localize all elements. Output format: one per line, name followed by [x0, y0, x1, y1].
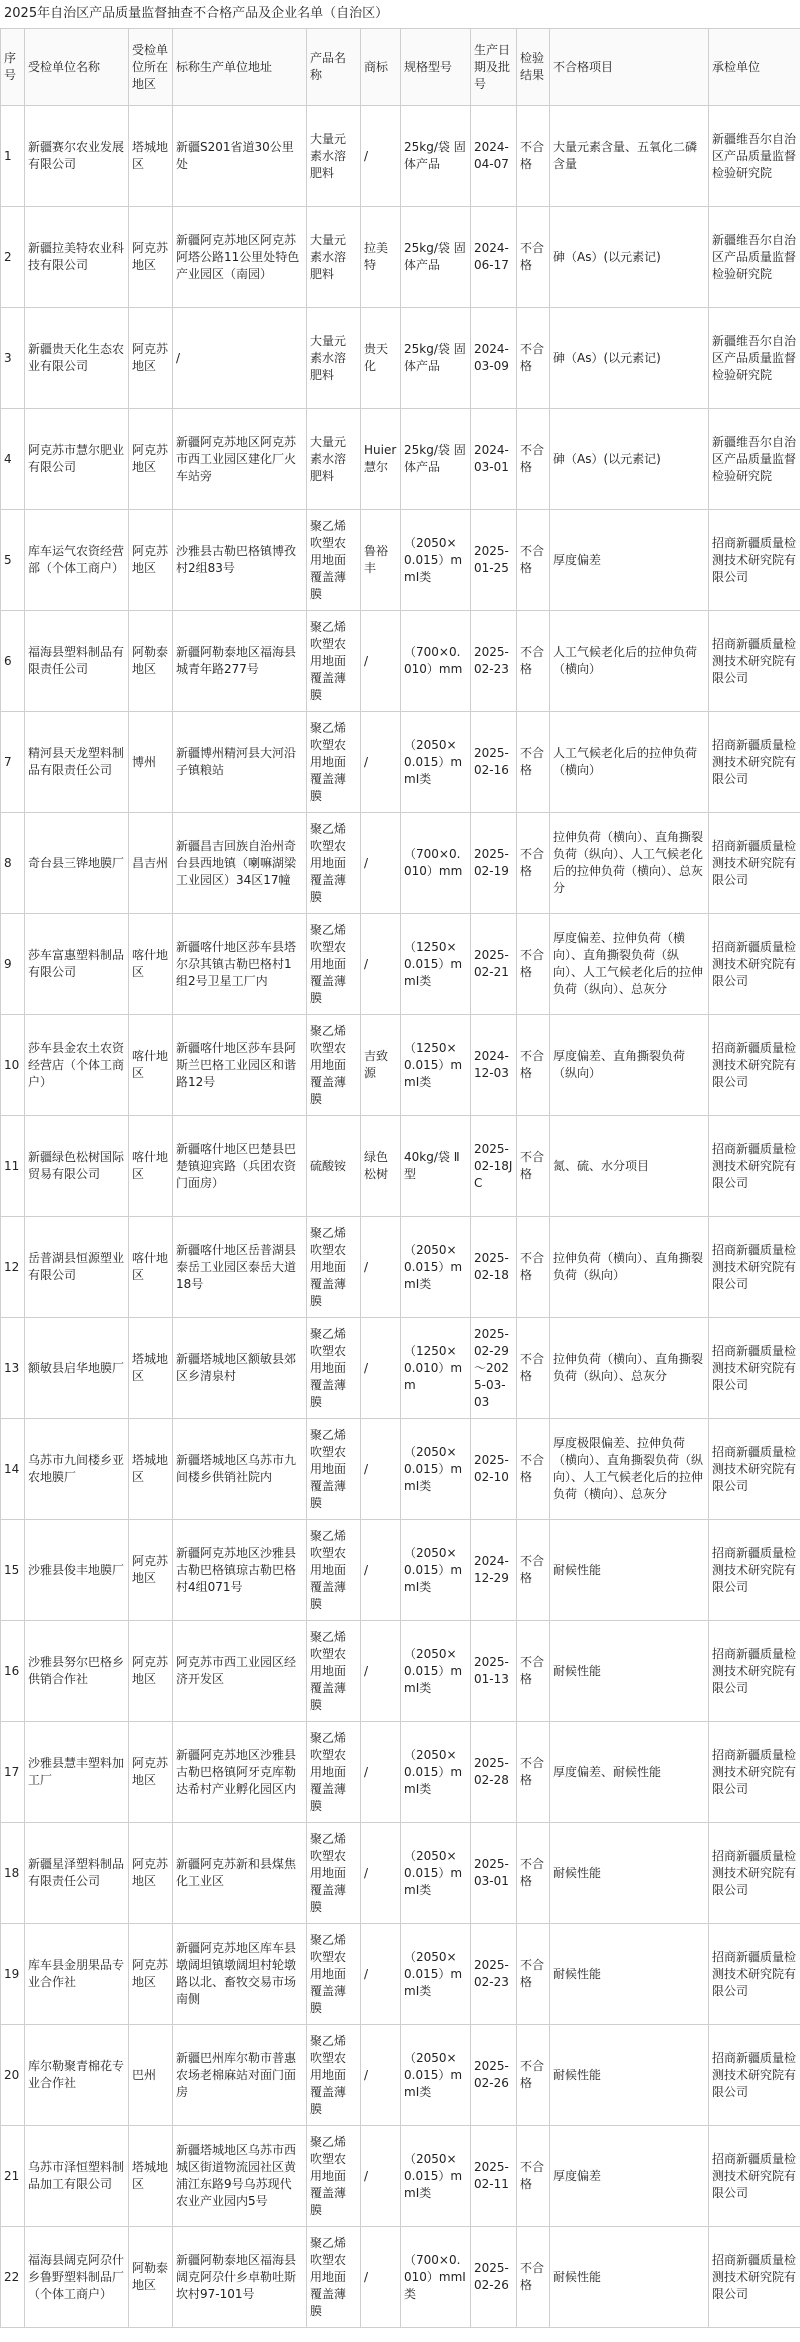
product-name-cell: 聚乙烯吹塑农用地面覆盖薄膜	[307, 1318, 361, 1419]
unit-region-cell: 塔城地区	[129, 106, 173, 207]
testing-institution-cell: 新疆维吾尔自治区产品质量监督检验研究院	[709, 409, 800, 510]
producer-address-cell: 新疆阿克苏地区阿克苏阿塔公路11公里处特色产业园区（南园）	[173, 207, 307, 308]
row-index-cell: 3	[1, 308, 25, 409]
trademark-cell: Huier慧尔	[361, 409, 401, 510]
unit-region-cell: 巴州	[129, 2025, 173, 2126]
failed-items-cell: 耐候性能	[550, 2025, 709, 2126]
testing-institution-cell: 新疆维吾尔自治区产品质量监督检验研究院	[709, 308, 800, 409]
spec-model-cell: （2050×0.015）mmI类	[401, 1520, 471, 1621]
product-name-cell: 聚乙烯吹塑农用地面覆盖薄膜	[307, 1621, 361, 1722]
failed-items-cell: 拉伸负荷（横向）、直角撕裂负荷（纵向）	[550, 1217, 709, 1318]
production-date-cell: 2025-02-23	[471, 1924, 517, 2025]
testing-institution-cell: 招商新疆质量检测技术研究院有限公司	[709, 1419, 800, 1520]
unit-region-cell: 阿克苏地区	[129, 1722, 173, 1823]
product-name-cell: 聚乙烯吹塑农用地面覆盖薄膜	[307, 1722, 361, 1823]
spec-model-cell: （2050×0.015）mmI类	[401, 1217, 471, 1318]
producer-address-cell: 沙雅县古勒巴格镇博孜村2组83号	[173, 510, 307, 611]
table-row	[1, 712, 800, 813]
unit-region-cell: 阿勒泰地区	[129, 611, 173, 712]
product-name-cell: 大量元素水溶肥料	[307, 308, 361, 409]
product-name-cell: 聚乙烯吹塑农用地面覆盖薄膜	[307, 712, 361, 813]
inspected-unit-cell: 库尔勒聚青棉花专业合作社	[25, 2025, 129, 2126]
trademark-cell: /	[361, 2227, 401, 2328]
column-header-product-name: 产品名称	[307, 29, 361, 106]
producer-address-cell: 新疆阿克苏新和县煤焦化工业区	[173, 1823, 307, 1924]
test-result-cell: 不合格	[517, 409, 550, 510]
inspected-unit-cell: 库车县金朋果品专业合作社	[25, 1924, 129, 2025]
production-date-cell: 2025-01-25	[471, 510, 517, 611]
inspected-unit-cell: 福海县塑料制品有限责任公司	[25, 611, 129, 712]
producer-address-cell: 新疆喀什地区莎车县阿斯兰巴格工业园区和谐路12号	[173, 1015, 307, 1116]
producer-address-cell: 新疆阿克苏地区沙雅县古勒巴格镇琼古勒巴格村4组071号	[173, 1520, 307, 1621]
trademark-cell: 拉美特	[361, 207, 401, 308]
column-header-inspected-unit: 受检单位名称	[25, 29, 129, 106]
trademark-cell: /	[361, 2126, 401, 2227]
noncompliance-table	[0, 28, 800, 2328]
product-name-cell: 聚乙烯吹塑农用地面覆盖薄膜	[307, 1419, 361, 1520]
production-date-cell: 2024-12-03	[471, 1015, 517, 1116]
spec-model-cell: （700×0.010）mm	[401, 611, 471, 712]
unit-region-cell: 阿克苏地区	[129, 207, 173, 308]
failed-items-cell: 厚度偏差	[550, 2126, 709, 2227]
column-header-producer-address: 标称生产单位地址	[173, 29, 307, 106]
trademark-cell: 鲁裕丰	[361, 510, 401, 611]
testing-institution-cell: 招商新疆质量检测技术研究院有限公司	[709, 813, 800, 914]
spec-model-cell: （2050×0.015）mmI类	[401, 712, 471, 813]
spec-model-cell: 25kg/袋 固体产品	[401, 106, 471, 207]
inspected-unit-cell: 新疆拉美特农业科技有限公司	[25, 207, 129, 308]
inspected-unit-cell: 莎车富惠塑料制品有限公司	[25, 914, 129, 1015]
production-date-cell: 2025-02-10	[471, 1419, 517, 1520]
product-name-cell: 硫酸铵	[307, 1116, 361, 1217]
failed-items-cell: 拉伸负荷（横向）、直角撕裂负荷（纵向）、人工气候老化后的拉伸负荷（横向）、总灰分	[550, 813, 709, 914]
producer-address-cell: 新疆巴州库尔勒市普惠农场老棉麻站对面门面房	[173, 2025, 307, 2126]
failed-items-cell: 人工气候老化后的拉伸负荷（横向）	[550, 611, 709, 712]
unit-region-cell: 阿克苏地区	[129, 308, 173, 409]
spec-model-cell: （1250×0.015）mmI类	[401, 1015, 471, 1116]
table-row	[1, 1318, 800, 1419]
test-result-cell: 不合格	[517, 2126, 550, 2227]
failed-items-cell: 厚度偏差	[550, 510, 709, 611]
producer-address-cell: 新疆阿勒泰地区福海县阔克阿尕什乡卓勒吐斯坎村97-101号	[173, 2227, 307, 2328]
test-result-cell: 不合格	[517, 1924, 550, 2025]
production-date-cell: 2025-02-26	[471, 2227, 517, 2328]
product-name-cell: 聚乙烯吹塑农用地面覆盖薄膜	[307, 1823, 361, 1924]
test-result-cell: 不合格	[517, 1520, 550, 1621]
test-result-cell: 不合格	[517, 106, 550, 207]
failed-items-cell: 耐候性能	[550, 1823, 709, 1924]
unit-region-cell: 喀什地区	[129, 1217, 173, 1318]
unit-region-cell: 阿克苏地区	[129, 510, 173, 611]
spec-model-cell: （2050×0.015）mmI类	[401, 1722, 471, 1823]
row-index-cell: 13	[1, 1318, 25, 1419]
inspected-unit-cell: 沙雅县俊丰地膜厂	[25, 1520, 129, 1621]
production-date-cell: 2024-04-07	[471, 106, 517, 207]
trademark-cell: /	[361, 106, 401, 207]
unit-region-cell: 喀什地区	[129, 1015, 173, 1116]
trademark-cell: /	[361, 1419, 401, 1520]
trademark-cell: 绿色松树	[361, 1116, 401, 1217]
failed-items-cell: 大量元素含量、五氧化二磷含量	[550, 106, 709, 207]
unit-region-cell: 喀什地区	[129, 914, 173, 1015]
testing-institution-cell: 招商新疆质量检测技术研究院有限公司	[709, 510, 800, 611]
producer-address-cell: 新疆塔城地区乌苏市西城区街道物流园社区黄浦江东路9号乌苏现代农业产业园内5号	[173, 2126, 307, 2227]
producer-address-cell: 新疆阿克苏地区阿克苏市西工业园区建化厂火车站旁	[173, 409, 307, 510]
row-index-cell: 20	[1, 2025, 25, 2126]
inspected-unit-cell: 乌苏市泽恒塑料制品加工有限公司	[25, 2126, 129, 2227]
spec-model-cell: （1250×0.010）mm	[401, 1318, 471, 1419]
failed-items-cell: 厚度极限偏差、拉伸负荷（横向）、直角撕裂负荷（纵向）、人工气候老化后的拉伸负荷（横向）、总灰分	[550, 1419, 709, 1520]
table-row	[1, 1015, 800, 1116]
inspected-unit-cell: 福海县阔克阿尕什乡鲁野塑料制品厂（个体工商户）	[25, 2227, 129, 2328]
production-date-cell: 2025-02-18JC	[471, 1116, 517, 1217]
trademark-cell: /	[361, 1823, 401, 1924]
row-index-cell: 9	[1, 914, 25, 1015]
production-date-cell: 2025-02-19	[471, 813, 517, 914]
unit-region-cell: 塔城地区	[129, 2126, 173, 2227]
row-index-cell: 19	[1, 1924, 25, 2025]
product-name-cell: 聚乙烯吹塑农用地面覆盖薄膜	[307, 813, 361, 914]
test-result-cell: 不合格	[517, 813, 550, 914]
production-date-cell: 2024-03-01	[471, 409, 517, 510]
trademark-cell: /	[361, 712, 401, 813]
testing-institution-cell: 招商新疆质量检测技术研究院有限公司	[709, 1116, 800, 1217]
failed-items-cell: 拉伸负荷（横向）、直角撕裂负荷（纵向）、总灰分	[550, 1318, 709, 1419]
failed-items-cell: 耐候性能	[550, 1924, 709, 2025]
unit-region-cell: 昌吉州	[129, 813, 173, 914]
spec-model-cell: （2050×0.015）mmI类	[401, 1823, 471, 1924]
production-date-cell: 2025-03-01	[471, 1823, 517, 1924]
inspected-unit-cell: 沙雅县努尔巴格乡供销合作社	[25, 1621, 129, 1722]
trademark-cell: /	[361, 1520, 401, 1621]
row-index-cell: 18	[1, 1823, 25, 1924]
table-row	[1, 2126, 800, 2227]
column-header-production-date: 生产日期及批号	[471, 29, 517, 106]
row-index-cell: 6	[1, 611, 25, 712]
production-date-cell: 2025-02-11	[471, 2126, 517, 2227]
spec-model-cell: （1250×0.015）mmI类	[401, 914, 471, 1015]
unit-region-cell: 阿克苏地区	[129, 1823, 173, 1924]
inspected-unit-cell: 莎车县金农土农资经营店（个体工商户）	[25, 1015, 129, 1116]
row-index-cell: 10	[1, 1015, 25, 1116]
test-result-cell: 不合格	[517, 914, 550, 1015]
testing-institution-cell: 招商新疆质量检测技术研究院有限公司	[709, 1318, 800, 1419]
table-row	[1, 2025, 800, 2126]
table-row	[1, 1823, 800, 1924]
failed-items-cell: 砷（As）(以元素记)	[550, 308, 709, 409]
producer-address-cell: 新疆阿克苏地区沙雅县古勒巴格镇阿牙克库勒达希村产业孵化园区内	[173, 1722, 307, 1823]
table-row	[1, 611, 800, 712]
inspected-unit-cell: 新疆绿色松树国际贸易有限公司	[25, 1116, 129, 1217]
producer-address-cell: 新疆昌吉回族自治州奇台县西地镇（喇嘛湖梁工业园区）34区17幢	[173, 813, 307, 914]
production-date-cell: 2025-02-28	[471, 1722, 517, 1823]
failed-items-cell: 人工气候老化后的拉伸负荷（横向）	[550, 712, 709, 813]
producer-address-cell: 新疆喀什地区岳普湖县泰岳工业园区泰岳大道18号	[173, 1217, 307, 1318]
product-name-cell: 聚乙烯吹塑农用地面覆盖薄膜	[307, 611, 361, 712]
producer-address-cell: /	[173, 308, 307, 409]
row-index-cell: 4	[1, 409, 25, 510]
spec-model-cell: 25kg/袋 固体产品	[401, 308, 471, 409]
producer-address-cell: 新疆博州精河县大河沿子镇粮站	[173, 712, 307, 813]
testing-institution-cell: 招商新疆质量检测技术研究院有限公司	[709, 1722, 800, 1823]
trademark-cell: /	[361, 1924, 401, 2025]
spec-model-cell: （700×0.010）mm	[401, 813, 471, 914]
row-index-cell: 2	[1, 207, 25, 308]
column-header-testing-institution: 承检单位	[709, 29, 800, 106]
product-name-cell: 聚乙烯吹塑农用地面覆盖薄膜	[307, 1015, 361, 1116]
testing-institution-cell: 招商新疆质量检测技术研究院有限公司	[709, 1823, 800, 1924]
row-index-cell: 8	[1, 813, 25, 914]
spec-model-cell: （2050×0.015）mmI类	[401, 2126, 471, 2227]
row-index-cell: 7	[1, 712, 25, 813]
failed-items-cell: 厚度偏差、拉伸负荷（横向）、直角撕裂负荷（纵向）、人工气候老化后的拉伸负荷（纵向）、总灰分	[550, 914, 709, 1015]
production-date-cell: 2025-02-16	[471, 712, 517, 813]
spec-model-cell: 40kg/袋 Ⅱ型	[401, 1116, 471, 1217]
spec-model-cell: （2050×0.015）mmI类	[401, 2025, 471, 2126]
testing-institution-cell: 招商新疆质量检测技术研究院有限公司	[709, 2025, 800, 2126]
trademark-cell: /	[361, 611, 401, 712]
spec-model-cell: （700×0.010）mmI类	[401, 2227, 471, 2328]
production-date-cell: 2024-03-09	[471, 308, 517, 409]
spec-model-cell: （2050×0.015）mmI类	[401, 510, 471, 611]
inspected-unit-cell: 乌苏市九间楼乡亚农地膜厂	[25, 1419, 129, 1520]
failed-items-cell: 耐候性能	[550, 2227, 709, 2328]
row-index-cell: 1	[1, 106, 25, 207]
unit-region-cell: 喀什地区	[129, 1116, 173, 1217]
table-row	[1, 1520, 800, 1621]
product-name-cell: 聚乙烯吹塑农用地面覆盖薄膜	[307, 2227, 361, 2328]
trademark-cell: /	[361, 1722, 401, 1823]
testing-institution-cell: 新疆维吾尔自治区产品质量监督检验研究院	[709, 207, 800, 308]
spec-model-cell: （2050×0.015）mmI类	[401, 1621, 471, 1722]
inspected-unit-cell: 新疆赛尔农业发展有限公司	[25, 106, 129, 207]
test-result-cell: 不合格	[517, 207, 550, 308]
trademark-cell: 贵天化	[361, 308, 401, 409]
producer-address-cell: 新疆塔城地区额敏县郊区乡清泉村	[173, 1318, 307, 1419]
testing-institution-cell: 新疆维吾尔自治区产品质量监督检验研究院	[709, 106, 800, 207]
inspected-unit-cell: 库车运气农资经营部（个体工商户）	[25, 510, 129, 611]
product-name-cell: 聚乙烯吹塑农用地面覆盖薄膜	[307, 914, 361, 1015]
producer-address-cell: 新疆喀什地区巴楚县巴楚镇迎宾路（兵团农资门面房）	[173, 1116, 307, 1217]
producer-address-cell: 新疆塔城地区乌苏市九间楼乡供销社院内	[173, 1419, 307, 1520]
spec-model-cell: （2050×0.015）mmI类	[401, 1419, 471, 1520]
table-row	[1, 207, 800, 308]
failed-items-cell: 砷（As）(以元素记)	[550, 409, 709, 510]
production-date-cell: 2025-02-23	[471, 611, 517, 712]
table-header-row	[1, 29, 800, 106]
table-row	[1, 1116, 800, 1217]
spec-model-cell: （2050×0.015）mmI类	[401, 1924, 471, 2025]
table-row	[1, 409, 800, 510]
column-header-test-result: 检验结果	[517, 29, 550, 106]
row-index-cell: 22	[1, 2227, 25, 2328]
table-row	[1, 914, 800, 1015]
producer-address-cell: 新疆阿勒泰地区福海县城青年路277号	[173, 611, 307, 712]
row-index-cell: 21	[1, 2126, 25, 2227]
test-result-cell: 不合格	[517, 1823, 550, 1924]
product-name-cell: 聚乙烯吹塑农用地面覆盖薄膜	[307, 510, 361, 611]
production-date-cell: 2025-02-29～2025-03-03	[471, 1318, 517, 1419]
production-date-cell: 2024-06-17	[471, 207, 517, 308]
table-row	[1, 813, 800, 914]
trademark-cell: /	[361, 1318, 401, 1419]
table-row	[1, 510, 800, 611]
testing-institution-cell: 招商新疆质量检测技术研究院有限公司	[709, 1015, 800, 1116]
test-result-cell: 不合格	[517, 2025, 550, 2126]
testing-institution-cell: 招商新疆质量检测技术研究院有限公司	[709, 1217, 800, 1318]
table-row	[1, 1419, 800, 1520]
row-index-cell: 15	[1, 1520, 25, 1621]
testing-institution-cell: 招商新疆质量检测技术研究院有限公司	[709, 1520, 800, 1621]
product-name-cell: 聚乙烯吹塑农用地面覆盖薄膜	[307, 1924, 361, 2025]
row-index-cell: 11	[1, 1116, 25, 1217]
inspected-unit-cell: 阿克苏市慧尔肥业有限公司	[25, 409, 129, 510]
product-name-cell: 聚乙烯吹塑农用地面覆盖薄膜	[307, 1520, 361, 1621]
row-index-cell: 14	[1, 1419, 25, 1520]
unit-region-cell: 阿克苏地区	[129, 409, 173, 510]
test-result-cell: 不合格	[517, 2227, 550, 2328]
production-date-cell: 2025-02-18	[471, 1217, 517, 1318]
column-header-unit-region: 受检单位所在地区	[129, 29, 173, 106]
failed-items-cell: 耐候性能	[550, 1621, 709, 1722]
trademark-cell: /	[361, 2025, 401, 2126]
inspected-unit-cell: 岳普湖县恒源塑业有限公司	[25, 1217, 129, 1318]
trademark-cell: /	[361, 1217, 401, 1318]
page-title: 2025年自治区产品质量监督抽查不合格产品及企业名单（自治区）	[4, 6, 389, 21]
unit-region-cell: 阿克苏地区	[129, 1520, 173, 1621]
production-date-cell: 2025-02-21	[471, 914, 517, 1015]
unit-region-cell: 阿克苏地区	[129, 1621, 173, 1722]
table-row	[1, 1924, 800, 2025]
unit-region-cell: 塔城地区	[129, 1318, 173, 1419]
testing-institution-cell: 招商新疆质量检测技术研究院有限公司	[709, 1924, 800, 2025]
unit-region-cell: 博州	[129, 712, 173, 813]
column-header-spec-model: 规格型号	[401, 29, 471, 106]
failed-items-cell: 厚度偏差、耐候性能	[550, 1722, 709, 1823]
product-name-cell: 聚乙烯吹塑农用地面覆盖薄膜	[307, 1217, 361, 1318]
testing-institution-cell: 招商新疆质量检测技术研究院有限公司	[709, 914, 800, 1015]
spec-model-cell: 25kg/袋 固体产品	[401, 409, 471, 510]
table-row	[1, 308, 800, 409]
product-name-cell: 聚乙烯吹塑农用地面覆盖薄膜	[307, 2025, 361, 2126]
failed-items-cell: 厚度偏差、直角撕裂负荷（纵向）	[550, 1015, 709, 1116]
row-index-cell: 12	[1, 1217, 25, 1318]
column-header-failed-items: 不合格项目	[550, 29, 709, 106]
test-result-cell: 不合格	[517, 611, 550, 712]
row-index-cell: 5	[1, 510, 25, 611]
production-date-cell: 2025-01-13	[471, 1621, 517, 1722]
unit-region-cell: 阿勒泰地区	[129, 2227, 173, 2328]
trademark-cell: 吉致源	[361, 1015, 401, 1116]
column-header-trademark: 商标	[361, 29, 401, 106]
table-row	[1, 2227, 800, 2328]
producer-address-cell: 新疆S201省道30公里处	[173, 106, 307, 207]
trademark-cell: /	[361, 1621, 401, 1722]
table-row	[1, 106, 800, 207]
inspected-unit-cell: 额敏县启华地膜厂	[25, 1318, 129, 1419]
inspected-unit-cell: 精河县天龙塑料制品有限责任公司	[25, 712, 129, 813]
unit-region-cell: 阿克苏地区	[129, 1924, 173, 2025]
testing-institution-cell: 招商新疆质量检测技术研究院有限公司	[709, 611, 800, 712]
producer-address-cell: 新疆喀什地区莎车县塔尔尕其镇古勒巴格村1组2号卫星工厂内	[173, 914, 307, 1015]
test-result-cell: 不合格	[517, 308, 550, 409]
product-name-cell: 聚乙烯吹塑农用地面覆盖薄膜	[307, 2126, 361, 2227]
testing-institution-cell: 招商新疆质量检测技术研究院有限公司	[709, 712, 800, 813]
testing-institution-cell: 招商新疆质量检测技术研究院有限公司	[709, 1621, 800, 1722]
failed-items-cell: 耐候性能	[550, 1520, 709, 1621]
production-date-cell: 2024-12-29	[471, 1520, 517, 1621]
spec-model-cell: 25kg/袋 固体产品	[401, 207, 471, 308]
failed-items-cell: 砷（As）(以元素记)	[550, 207, 709, 308]
test-result-cell: 不合格	[517, 1318, 550, 1419]
inspected-unit-cell: 沙雅县慧丰塑料加工厂	[25, 1722, 129, 1823]
row-index-cell: 17	[1, 1722, 25, 1823]
production-date-cell: 2025-02-26	[471, 2025, 517, 2126]
producer-address-cell: 阿克苏市西工业园区经济开发区	[173, 1621, 307, 1722]
row-index-cell: 16	[1, 1621, 25, 1722]
trademark-cell: /	[361, 914, 401, 1015]
table-row	[1, 1217, 800, 1318]
trademark-cell: /	[361, 813, 401, 914]
test-result-cell: 不合格	[517, 1621, 550, 1722]
inspected-unit-cell: 新疆贵天化生态农业有限公司	[25, 308, 129, 409]
test-result-cell: 不合格	[517, 1722, 550, 1823]
test-result-cell: 不合格	[517, 1217, 550, 1318]
test-result-cell: 不合格	[517, 1116, 550, 1217]
product-name-cell: 大量元素水溶肥料	[307, 207, 361, 308]
test-result-cell: 不合格	[517, 1419, 550, 1520]
table-row	[1, 1722, 800, 1823]
test-result-cell: 不合格	[517, 1015, 550, 1116]
product-name-cell: 大量元素水溶肥料	[307, 106, 361, 207]
unit-region-cell: 塔城地区	[129, 1419, 173, 1520]
testing-institution-cell: 招商新疆质量检测技术研究院有限公司	[709, 2126, 800, 2227]
product-name-cell: 大量元素水溶肥料	[307, 409, 361, 510]
test-result-cell: 不合格	[517, 712, 550, 813]
table-row	[1, 1621, 800, 1722]
test-result-cell: 不合格	[517, 510, 550, 611]
column-header-index: 序号	[1, 29, 25, 106]
testing-institution-cell: 招商新疆质量检测技术研究院有限公司	[709, 2227, 800, 2328]
producer-address-cell: 新疆阿克苏地区库车县墩阔坦镇墩阔坦村轮墩路以北、畜牧交易市场南侧	[173, 1924, 307, 2025]
failed-items-cell: 氮、硫、水分项目	[550, 1116, 709, 1217]
inspected-unit-cell: 新疆星泽塑料制品有限责任公司	[25, 1823, 129, 1924]
inspected-unit-cell: 奇台县三铧地膜厂	[25, 813, 129, 914]
